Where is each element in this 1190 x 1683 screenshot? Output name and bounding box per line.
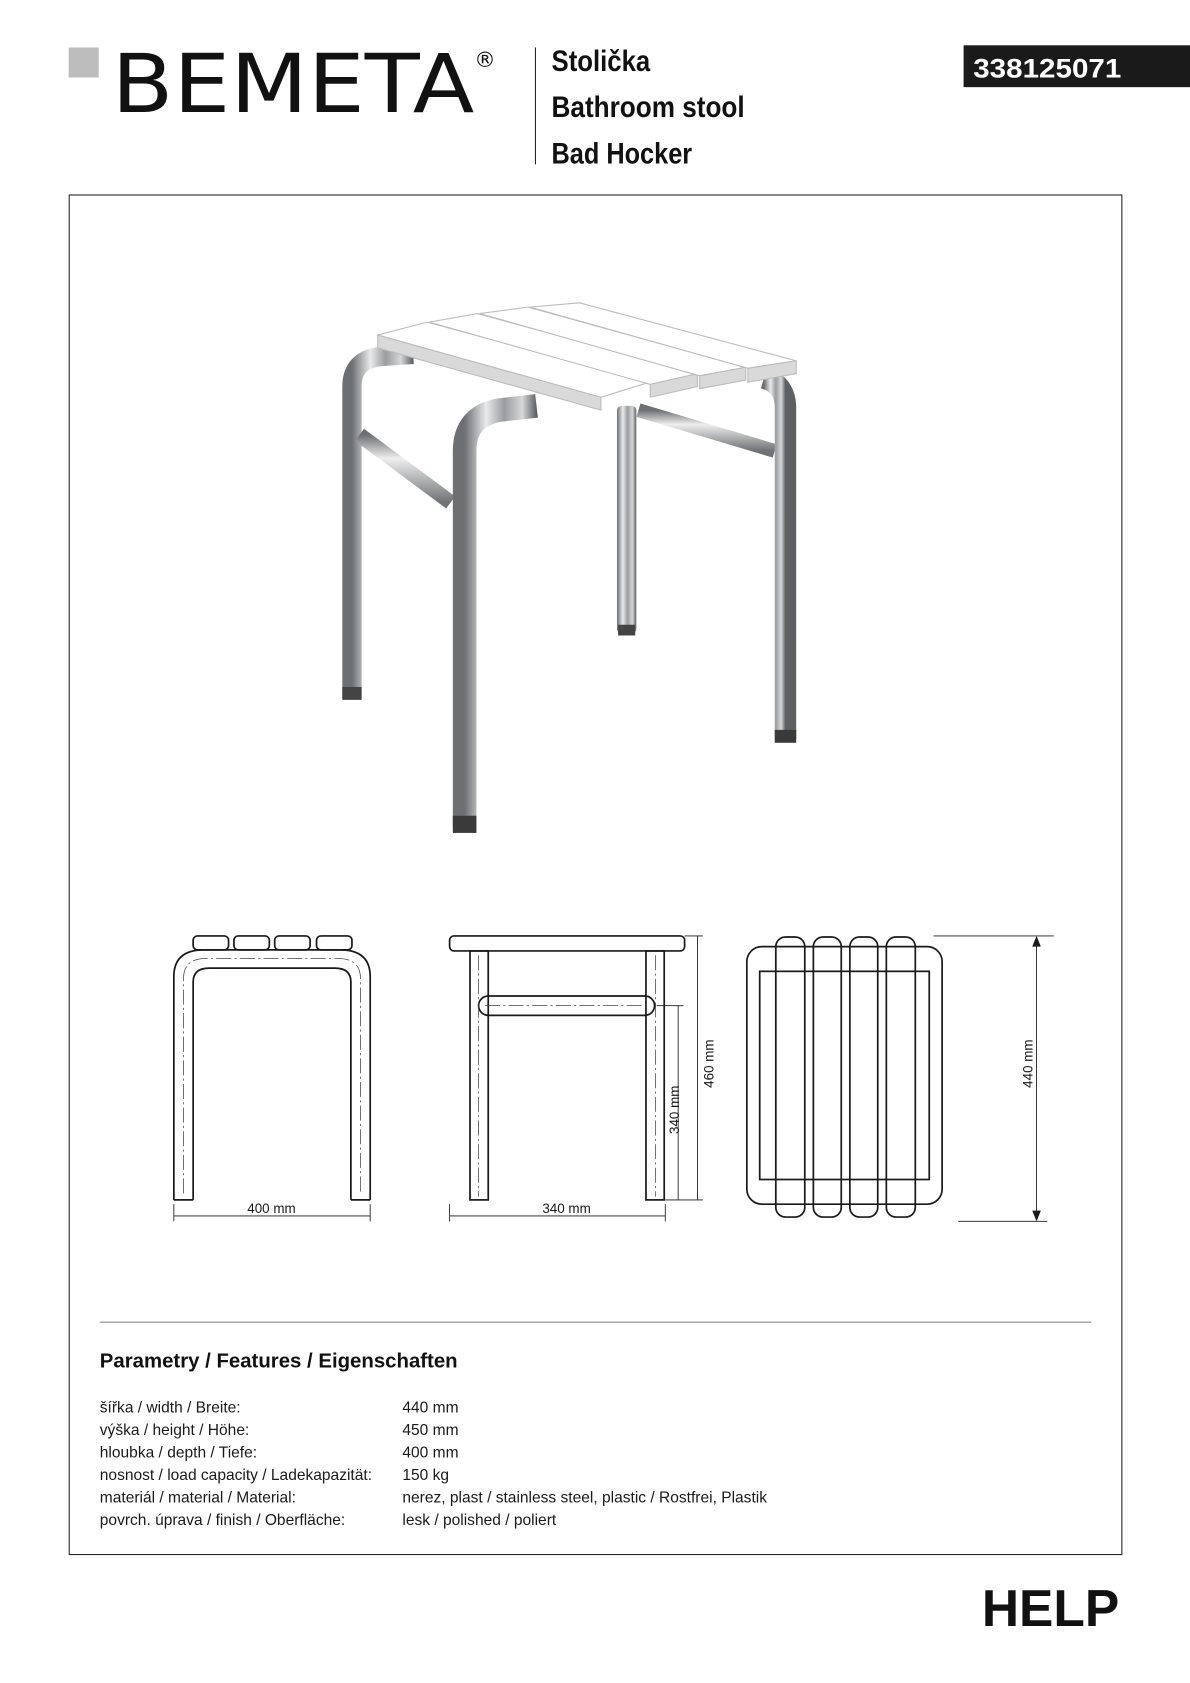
series-name: HELP <box>981 1578 1120 1637</box>
feature-value: 400 mm <box>402 1444 459 1462</box>
features-table <box>100 1399 767 1529</box>
feature-label: výška / height / Höhe: <box>99 1421 250 1439</box>
depth-label: 440 mm <box>1020 1039 1036 1088</box>
feature-value: 450 mm <box>402 1421 459 1439</box>
feature-label: povrch. úprava / finish / Oberfläche: <box>99 1512 346 1530</box>
title-cs: Stolička <box>551 45 651 79</box>
front-width-label: 400 mm <box>247 1200 296 1216</box>
front-view-drawing <box>174 936 370 1221</box>
feature-label: nosnost / load capacity / Ladekapazität: <box>99 1466 373 1484</box>
title-de: Bad Hocker <box>551 137 693 171</box>
side-view-drawing <box>450 936 717 1221</box>
feature-value: lesk / polished / poliert <box>402 1512 557 1530</box>
title-en: Bathroom stool <box>551 91 745 125</box>
feature-value: 150 kg <box>402 1466 450 1484</box>
features-heading: Parametry / Features / Eigenschaften <box>99 1350 458 1373</box>
crossbar-height-label: 340 mm <box>667 1085 683 1134</box>
top-view-drawing <box>747 936 1054 1221</box>
feature-label: šířka / width / Breite: <box>99 1399 241 1417</box>
feature-value: 440 mm <box>402 1399 459 1417</box>
total-height-label: 460 mm <box>701 1039 717 1088</box>
logo-square <box>69 47 99 77</box>
feature-label: hloubka / depth / Tiefe: <box>99 1444 258 1462</box>
feature-label: materiál / material / Material: <box>99 1489 296 1507</box>
brand-logo: BEMETA <box>111 36 475 132</box>
registered-mark: ® <box>474 47 496 73</box>
side-width-label: 340 mm <box>542 1200 591 1216</box>
stool-photo <box>342 303 796 833</box>
feature-value: nerez, plast / stainless steel, plastic / Rostfrei, Plastik <box>402 1489 768 1507</box>
product-code: 338125071 <box>973 53 1122 84</box>
